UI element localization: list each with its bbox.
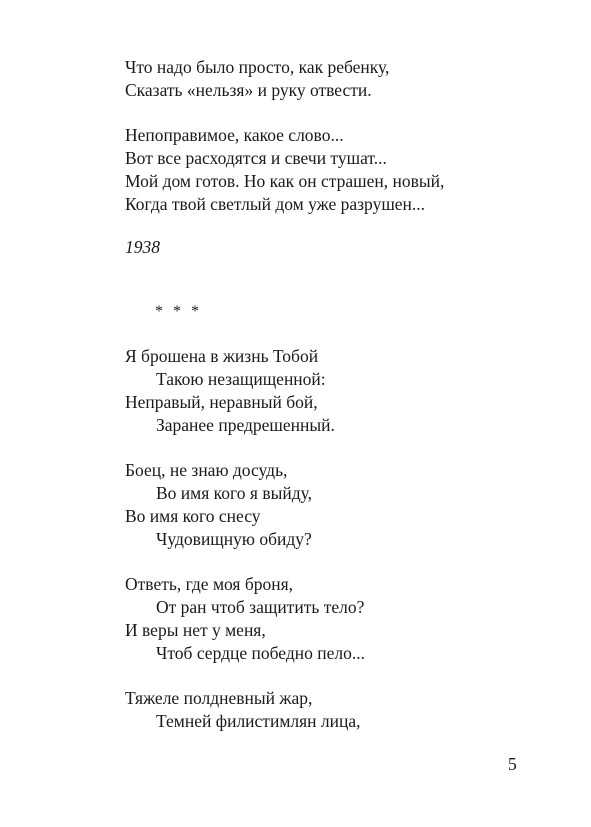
- poem-line: Неправый, неравный бой,: [125, 392, 318, 412]
- poem-line: Я брошена в жизнь Тобой: [125, 346, 319, 366]
- poem-line: Непоправимое, какое слово...: [125, 125, 344, 145]
- poem-line: Ответь, где моя броня,: [125, 574, 294, 594]
- poem-line: Мой дом готов. Но как он страшен, новый,: [125, 171, 445, 191]
- poem-line: Чтоб сердце победно пело...: [156, 643, 365, 663]
- poem-line: Тяжеле полдневный жар,: [125, 688, 313, 708]
- poem-line: Темней филистимлян лица,: [156, 711, 361, 731]
- poem-line: Во имя кого я выйду,: [156, 483, 312, 503]
- poem-line: Во имя кого снесу: [125, 506, 261, 526]
- page-number: 5: [508, 754, 517, 774]
- poem-line: Такою незащищенной:: [156, 369, 326, 389]
- poem-line: Что надо было просто, как ребенку,: [125, 57, 390, 77]
- poem-line: Вот все расходятся и свечи тушат...: [125, 148, 387, 168]
- poem-line: От ран чтоб защитить тело?: [156, 597, 365, 617]
- poem-line: Чудовищную обиду?: [156, 529, 312, 549]
- poem-line: Сказать «нельзя» и руку отвести.: [125, 80, 372, 100]
- poem-year: 1938: [125, 237, 160, 257]
- poem-line: Заранее предрешенный.: [156, 415, 335, 435]
- poem-line: Когда твой светлый дом уже разрушен...: [125, 194, 426, 214]
- poem-line: Боец, не знаю досудь,: [125, 460, 288, 480]
- section-separator: * * *: [155, 303, 202, 320]
- poem-line: И веры нет у меня,: [125, 620, 266, 640]
